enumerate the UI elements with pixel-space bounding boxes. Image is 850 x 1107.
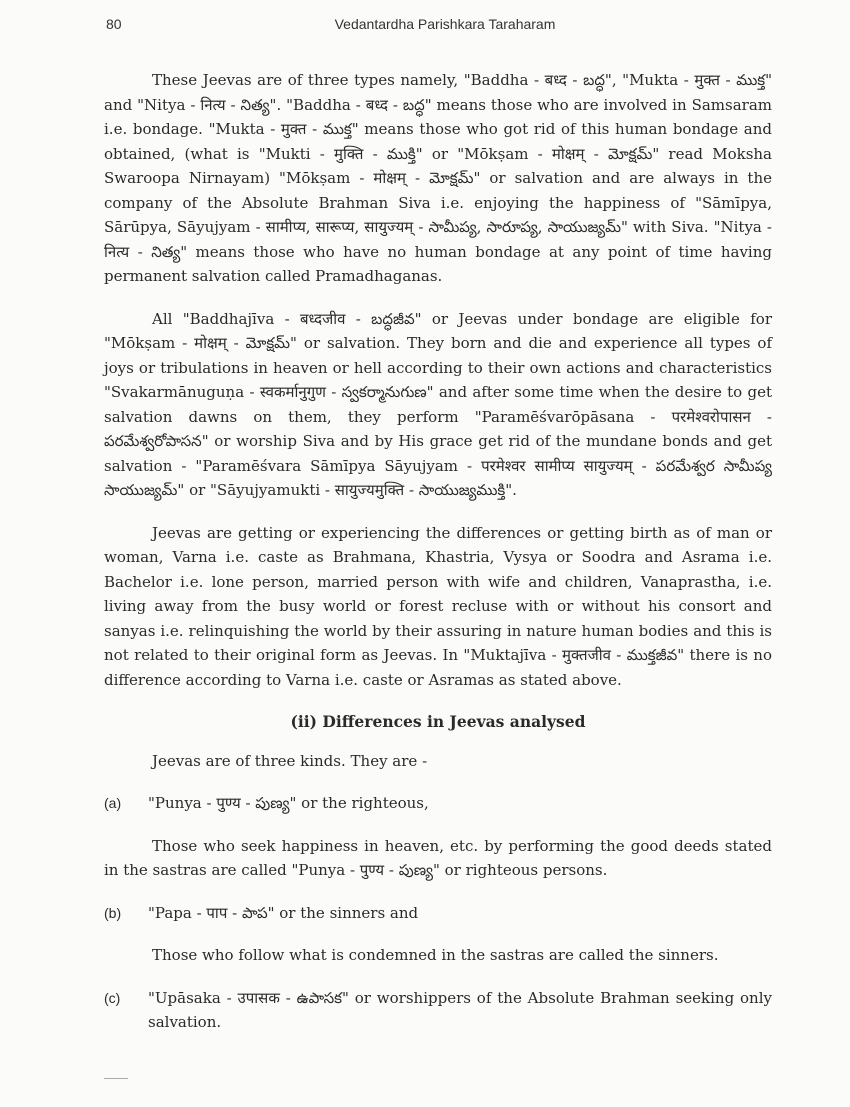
footer-rule (104, 1078, 128, 1079)
list-text: "Punya - पुण्य - పుణ్య" or the righteous, (148, 794, 429, 812)
paragraph-baddhajiva: All "Baddhajīva - बध्दजीव - బద్ధజీవ" or Jeevas under bondage are eligible for "Mōkṣam - मोक्षम् - మోక్షమ్" or salvation. They born and die and experience all types of joys or tribulations in heaven or hell according to their own actions and characteristics "Svakarmānuguṇa - स्वकर्मानुगुण - స్వకర్మానుగుణ" and after some time when the desire to get salvation dawns on them, they perform "Paramēśvarōpāsana - परमेश्वरोपासन - పరమేశ్వరోపాసన" or worship Siva and by His grace get rid of the mundane bonds and get salvation - "Paramēśvara Sāmīpya Sāyujyam - परमेश्वर सामीप्य सायुज्यम् - పరమేశ్వర సామీప్య సాయుజ్యమ్" or "Sāyujyamukti - सायुज्यमुक्ति - సాయుజ్యముక్తి". (104, 309, 772, 499)
list-item-c (104, 986, 772, 1035)
page-number: 80 (106, 16, 122, 32)
intro-line: Jeevas are of three kinds. They are - (152, 751, 428, 770)
list-label: (a) (104, 795, 122, 811)
section-heading: (ii) Differences in Jeevas analysed (290, 712, 586, 731)
list-item-b (104, 901, 772, 926)
running-title: Vedantardha Parishkara Taraharam (334, 16, 556, 32)
list-text: "Papa - पाप - పాప" or the sinners and (148, 903, 419, 922)
list-explanation-a: Those who seek happiness in heaven, etc. by performing the good deeds stated in the sastras are called "Punya - पुण्य - పుణ్య" or righteous persons. (104, 836, 772, 879)
list-text: "Upāsaka - उपासक - ఉపాసక" or worshippers of the Absolute Brahman seeking only salvation. (148, 988, 772, 1031)
list-explanation-b: Those who follow what is condemned in the sastras are called the sinners. (152, 946, 719, 964)
list-item-a (104, 791, 772, 816)
paragraph-jeeva-types: These Jeevas are of three types namely, "Baddha - बध्द - బద్ధ", "Mukta - मुक्त - ముక్త" and "Nitya - नित्य - నిత్య". "Baddha - बध्द - బద్ధ" means those who are involved in Samsaram i.e. bondage. "Mukta - मुक्त - ముక్త" means those who got rid of this human bondage and obtained, (what is "Mukti - मुक्ति - ముక్తి" or "Mōkṣam - मोक्षम् - మోక్షమ్" read Moksha Swaroopa Nirnayam) "Mōkṣam - मोक्षम् - మోక్షమ్" or salvation and are always in the company of the Absolute Brahman Siva i.e. enjoying the happiness of "Sāmīpya, Sārūpya, Sāyujyam - सामीप्य, सारूप्य, सायुज्यम् - సామీప్య, సారూప్య, సాయుజ్యమ్" with Siva. "Nitya - नित्य - నిత్య" means those who have no human bondage at any point of time having permanent salvation called Pramadhaganas. (104, 71, 772, 285)
page-header (0, 16, 850, 38)
list-label: (b) (104, 904, 122, 921)
paragraph-differences: Jeevas are getting or experiencing the differences or getting birth as of man or woman, Varna i.e. caste as Brahmana, Khastria, Vysya or Soodra and Asrama i.e. Bachelor i.e. lone person, married person with wife and children, Vanaprastha, i.e. living away from the busy world or forest recluse with or without his consort and sanyas i.e. relinquishing the world by their assuring in nature human bodies and this is not related to their original form as Jeevas. In "Muktajīva - मुक्तजीव - ముక్తజీవ" there is no difference according to Varna i.e. caste or Asramas as stated above. (104, 523, 772, 689)
list-label: (c) (104, 989, 121, 1006)
page-body (104, 68, 772, 1053)
